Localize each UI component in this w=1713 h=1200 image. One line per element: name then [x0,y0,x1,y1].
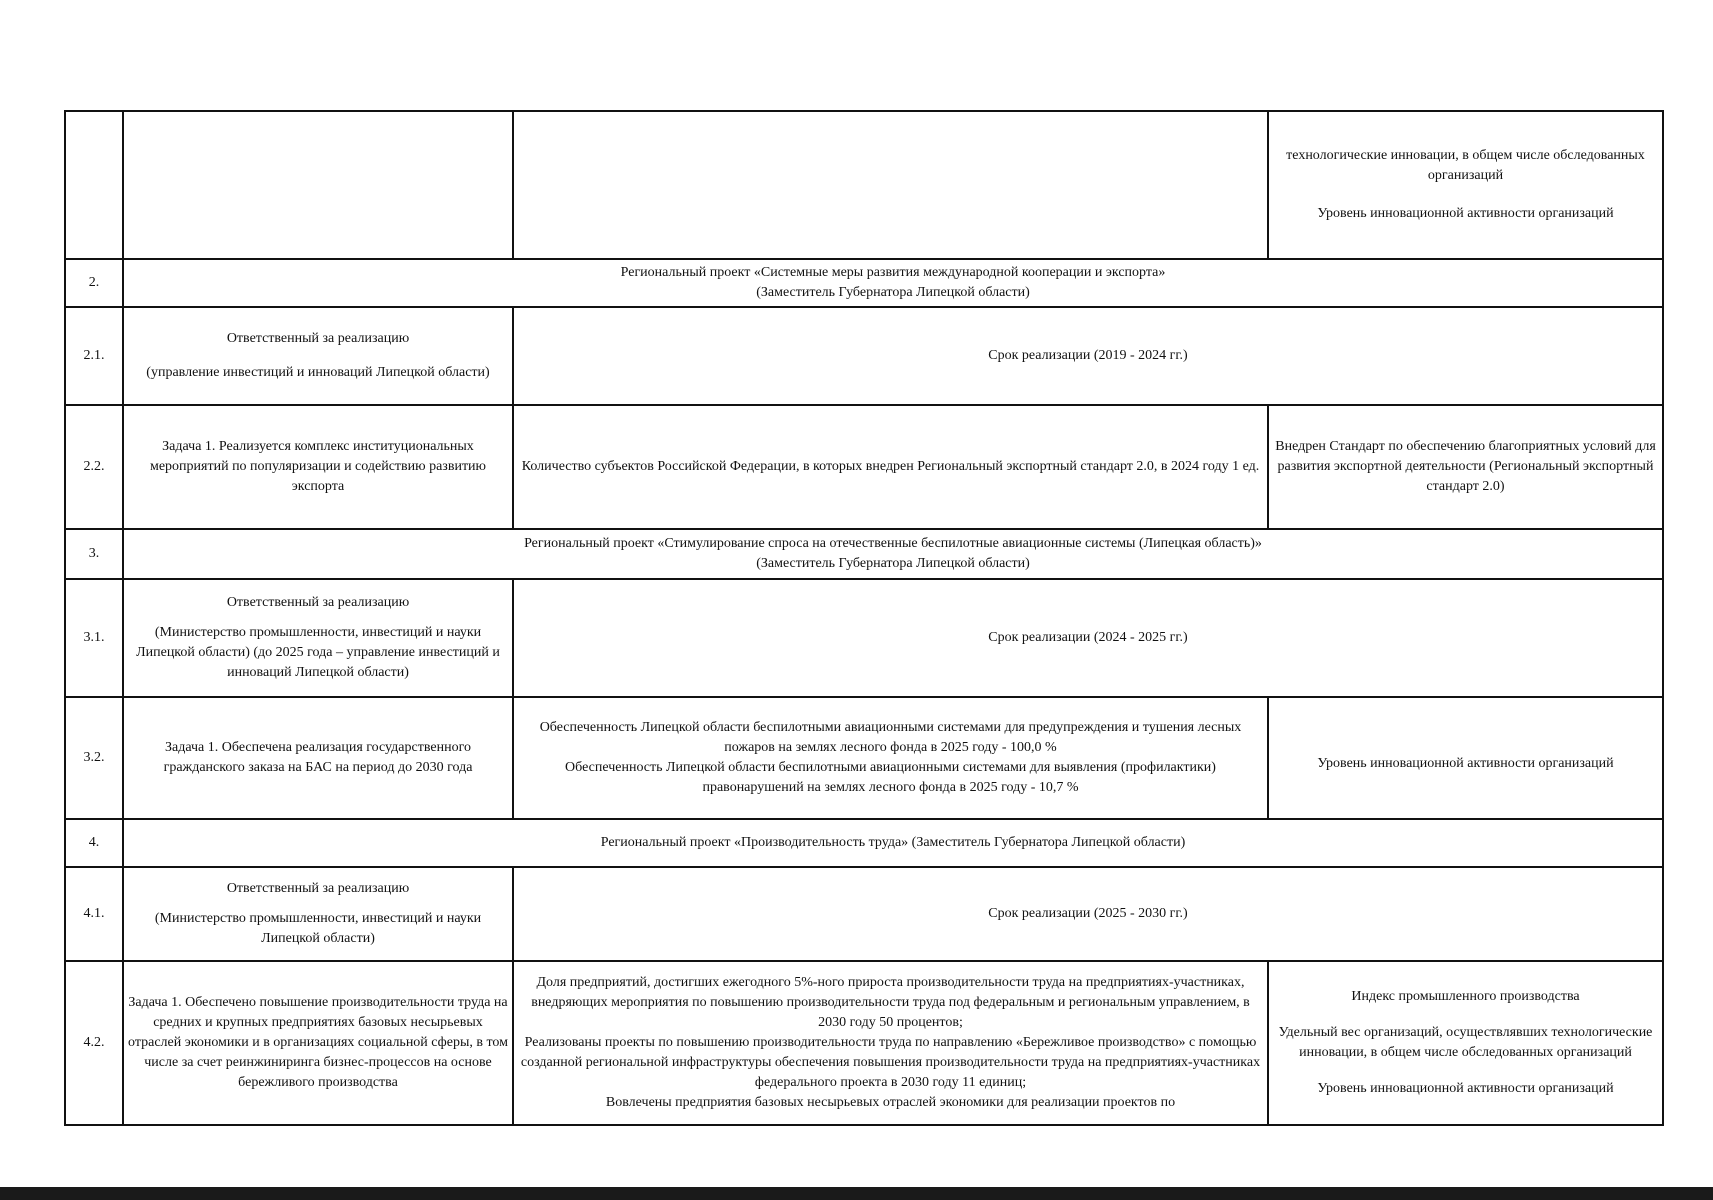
indicator-cell [1268,405,1663,529]
indicator-cell [1268,111,1663,259]
indicator-text: Уровень инновационной активности организаций [1317,756,1614,771]
table-row [65,405,1663,529]
indicator-cell [1268,697,1663,819]
result-text: Обеспеченность Липецкой области беспилотными авиационными системами для выявления (профилактики) правонарушений на землях лесного фонда в 2025 году - 10,7 % [565,760,1216,795]
table-row [65,259,1663,307]
table-row [65,111,1663,259]
row-number: 4.1. [65,867,123,961]
result-text: Доля предприятий, достигших ежегодного 5%-ного прироста производительности труда на предприятиях-участниках, внедряющих мероприятия по повышению производительности труда под федеральным и региональным управлением, в 2030 году 50 процентов; [531,975,1250,1030]
indicator-text: Внедрен Стандарт по обеспечению благоприятных условий для развития экспортной деятельности (Региональный экспортный стандарт 2.0) [1275,439,1656,494]
project-table [64,110,1664,1126]
responsible-label: Ответственный за реализацию [226,881,410,896]
project-header-cell [123,819,1663,867]
row-number: 3.1. [65,579,123,697]
task-cell [123,111,513,259]
result-cell [513,111,1268,259]
result-cell [513,697,1268,819]
term-cell [513,867,1663,961]
row-number-cell [65,111,123,259]
project-title: Региональный проект «Стимулирование спроса на отечественные беспилотные авиационные системы (Липецкая область)» [524,536,1262,551]
responsible-cell [123,867,513,961]
row-number: 2.2. [65,405,123,529]
table-row [65,697,1663,819]
task-cell [123,697,513,819]
responsible-cell [123,579,513,697]
result-cell [513,405,1268,529]
responsible-org: (Министерство промышленности, инвестиций и науки Липецкой области) (до 2025 года – управление инвестиций и инноваций Липецкой области) [136,625,500,680]
task-text: Задача 1. Обеспечена реализация государственного гражданского заказа на БАС на период до 2030 года [163,740,473,775]
scan-bottom-edge [0,1187,1713,1200]
indicator-text: Удельный вес организаций, осуществлявших технологические инновации, в общем числе обследованных организаций [1278,1025,1653,1060]
row-number: 3.2. [65,697,123,819]
table-row [65,867,1663,961]
indicator-text: Индекс промышленного производства [1351,989,1580,1004]
table-row [65,961,1663,1125]
project-curator: (Заместитель Губернатора Липецкой области) [756,556,1030,571]
result-text: Количество субъектов Российской Федерации, в которых внедрен Региональный экспортный стандарт 2.0, в 2024 году 1 ед. [521,459,1260,474]
table-row [65,307,1663,405]
project-curator: (Заместитель Губернатора Липецкой области) [756,285,1030,300]
term-cell [513,307,1663,405]
row-number: 4.2. [65,961,123,1125]
term-cell [513,579,1663,697]
table-row [65,529,1663,579]
project-header-cell [123,529,1663,579]
row-number: 2.1. [65,307,123,405]
task-cell [123,405,513,529]
result-text: Обеспеченность Липецкой области беспилотными авиационными системами для предупреждения и тушения лесных пожаров на землях лесного фонда в 2025 году - 100,0 % [539,720,1242,755]
table-row [65,579,1663,697]
result-text: Реализованы проекты по повышению производительности труда по направлению «Бережливое производство» с помощью созданной региональной инфраструктуры обеспечения повышения производительности труда на предприятиях-участниках федерального проекта в 2030 году 11 единиц; [520,1035,1261,1090]
responsible-org: (управление инвестиций и инноваций Липецкой области) [146,365,490,380]
row-number: 3. [65,529,123,579]
indicator-text: Уровень инновационной активности организаций [1317,1081,1614,1096]
responsible-cell [123,307,513,405]
indicator-text: Уровень инновационной активности организаций [1317,206,1614,221]
result-text: Вовлечены предприятия базовых несырьевых отраслей экономики для реализации проектов по [605,1095,1176,1110]
implementation-term: Срок реализации (2025 - 2030 гг.) [988,906,1188,921]
task-text: Задача 1. Обеспечено повышение производительности труда на средних и крупных предприятиях базовых несырьевых отраслей экономики и в организациях социальной сферы, в том числе за счет реинжиниринга бизнес-процессов на основе бережливого производства [128,995,509,1090]
result-cell [513,961,1268,1125]
responsible-label: Ответственный за реализацию [226,331,410,346]
project-title: Региональный проект «Системные меры развития международной кооперации и экспорта» [620,265,1166,280]
project-title: Региональный проект «Производительность труда» (Заместитель Губернатора Липецкой области) [600,835,1186,850]
responsible-org: (Министерство промышленности, инвестиций и науки Липецкой области) [154,911,482,946]
row-number: 4. [65,819,123,867]
responsible-label: Ответственный за реализацию [226,595,410,610]
implementation-term: Срок реализации (2019 - 2024 гг.) [988,348,1188,363]
row-number: 2. [65,259,123,307]
project-header-cell [123,259,1663,307]
table-row [65,819,1663,867]
indicator-text: технологические инновации, в общем числе обследованных организаций [1286,148,1645,183]
task-cell [123,961,513,1125]
implementation-term: Срок реализации (2024 - 2025 гг.) [988,630,1188,645]
indicator-cell [1268,961,1663,1125]
task-text: Задача 1. Реализуется комплекс институциональных мероприятий по популяризации и содействию развитию экспорта [149,439,487,494]
